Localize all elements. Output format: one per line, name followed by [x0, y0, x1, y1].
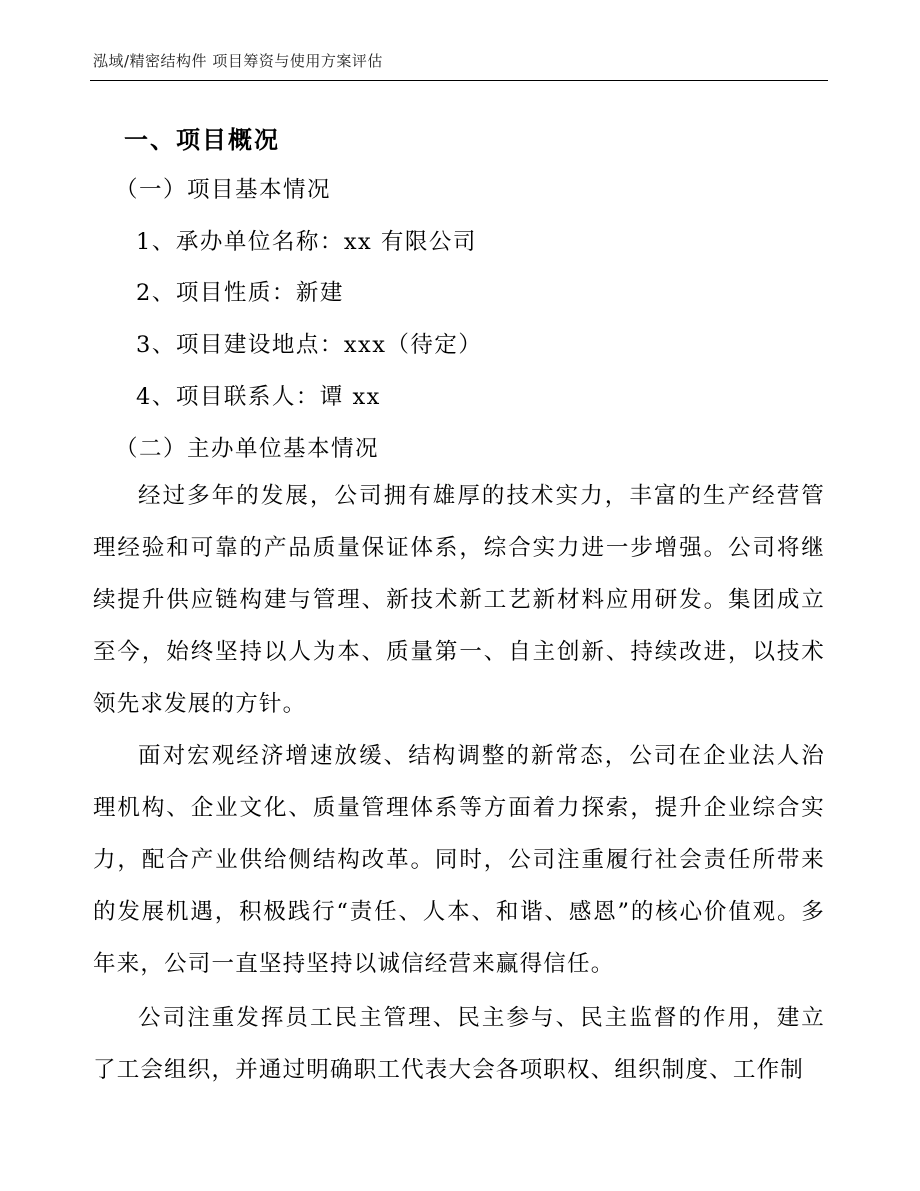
section-title: 一、项目概况: [124, 126, 280, 154]
subsection-title-sponsor-info: （二）主办单位基本情况: [115, 436, 380, 462]
header-divider: [90, 80, 828, 81]
paragraph-3: 公司注重发挥员工民主管理、民主参与、民主监督的作用，建立了工会组织，并通过明确职工代表大会各项职权、组织制度、工作制: [93, 1005, 825, 1083]
paragraph-2: 面对宏观经济增速放缓、结构调整的新常态，公司在企业法人治理机构、企业文化、质量管理体系等方面着力探索，提升企业综合实力，配合产业供给侧结构改革。同时，公司注重履行社会责任所带来的发展机遇，积极践行“责任、人本、和谐、感恩”的核心价值观。多年来，公司一直坚持坚持以诚信经营来赢得信任。: [93, 743, 825, 977]
subsection-title-basic-info: （一）项目基本情况: [115, 177, 332, 203]
page-header: 泓域/精密结构件 项目筹资与使用方案评估: [93, 52, 383, 70]
item-organizer-name: 1、承办单位名称：xx 有限公司: [136, 229, 477, 255]
item-project-contact: 4、项目联系人：谭 xx: [136, 384, 381, 410]
item-project-nature: 2、项目性质：新建: [136, 280, 344, 306]
paragraph-1: 经过多年的发展，公司拥有雄厚的技术实力，丰富的生产经营管理经验和可靠的产品质量保证体系，综合实力进一步增强。公司将继续提升供应链构建与管理、新技术新工艺新材料应用研发。集团成立至今，始终坚持以人为本、质量第一、自主创新、持续改进，以技术领先求发展的方针。: [93, 483, 825, 717]
item-project-location: 3、项目建设地点：xxx（待定）: [136, 332, 483, 358]
